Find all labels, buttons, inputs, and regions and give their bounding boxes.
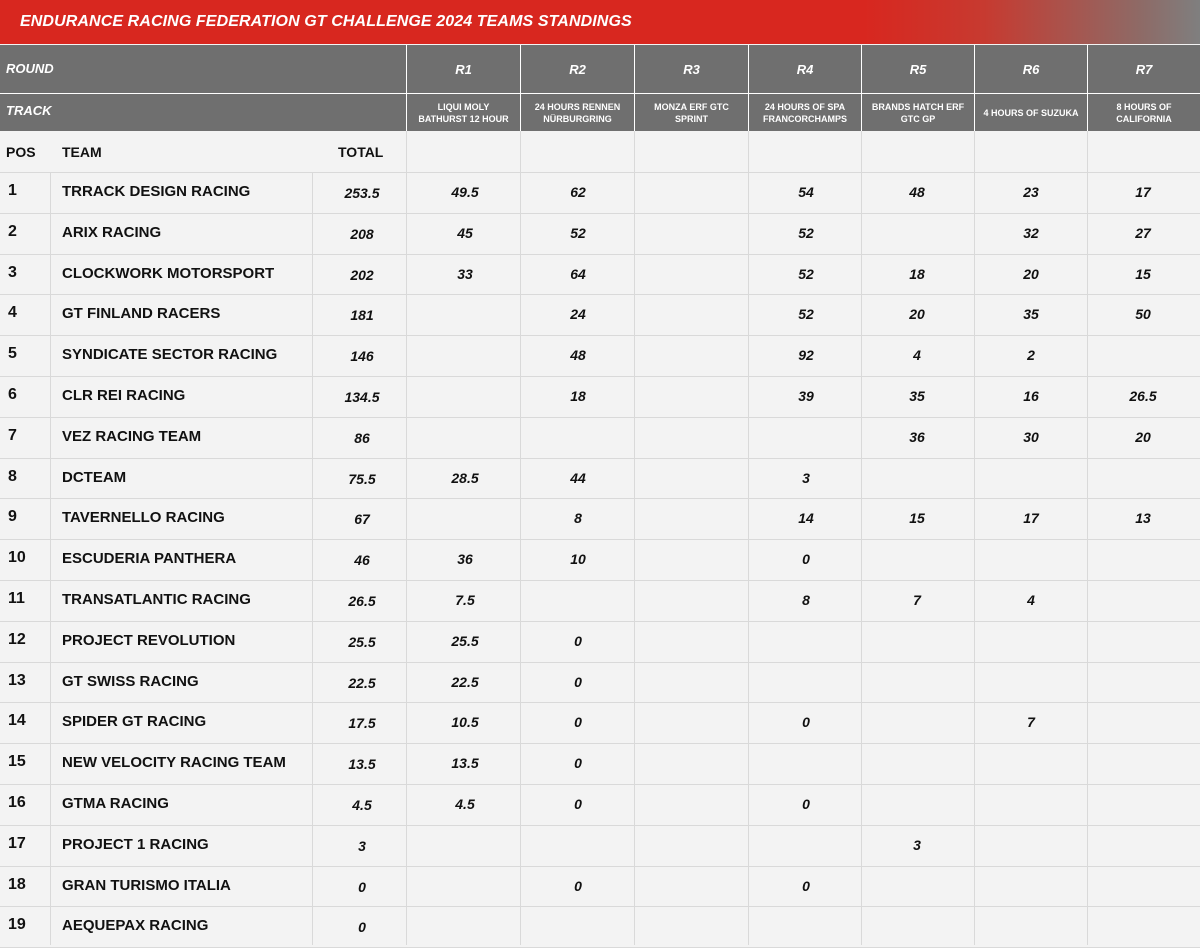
position-cell: 17 — [8, 835, 26, 852]
team-name-cell: CLOCKWORK MOTORSPORT — [62, 265, 275, 282]
track-r6: 4 HOURS OF SUZUKA — [974, 94, 1087, 131]
column-divider — [861, 131, 862, 945]
team-name-cell: GT SWISS RACING — [62, 673, 199, 690]
round-points-cell-r4: 3 — [802, 470, 810, 486]
title-banner — [0, 0, 1200, 44]
round-r6: R6 — [974, 45, 1087, 93]
row-divider — [0, 825, 1200, 826]
track-r3: MONZA ERF GTC SPRINT — [634, 94, 748, 131]
position-cell: 11 — [8, 590, 25, 607]
round-points-cell-r1: 10.5 — [451, 714, 479, 730]
team-name-cell: GRAN TURISMO ITALIA — [62, 877, 231, 894]
round-points-cell-r5: 3 — [913, 837, 921, 853]
row-divider — [0, 376, 1200, 377]
total-points-cell: 0 — [358, 879, 366, 895]
track-r4: 24 HOURS OF SPA FRANCORCHAMPS — [748, 94, 861, 131]
total-points-cell: 134.5 — [344, 389, 380, 405]
round-r1: R1 — [406, 45, 520, 93]
round-points-cell-r2: 10 — [570, 551, 586, 567]
round-points-cell-r7: 50 — [1135, 306, 1151, 322]
row-divider — [0, 743, 1200, 744]
round-points-cell-r7: 27 — [1135, 225, 1151, 241]
total-points-cell: 13.5 — [348, 756, 376, 772]
position-cell: 7 — [8, 427, 17, 444]
column-divider — [634, 131, 635, 945]
total-points-cell: 208 — [350, 226, 374, 242]
round-points-cell-r6: 7 — [1027, 714, 1035, 730]
track-r1: LIQUI MOLY BATHURST 12 HOUR — [406, 94, 520, 131]
round-points-cell-r2: 0 — [574, 755, 582, 771]
row-divider — [0, 458, 1200, 459]
total-points-cell: 4.5 — [352, 797, 372, 813]
row-divider — [0, 294, 1200, 295]
round-points-cell-r2: 52 — [570, 225, 586, 241]
round-points-cell-r4: 8 — [802, 592, 810, 608]
position-cell: 5 — [8, 345, 17, 362]
column-divider — [312, 172, 313, 945]
round-points-cell-r5: 4 — [913, 347, 921, 363]
track-header-row — [0, 94, 1200, 131]
team-name-cell: NEW VELOCITY RACING TEAM — [62, 754, 286, 771]
team-name-cell: DCTEAM — [62, 469, 127, 486]
track-r5: BRANDS HATCH ERF GTC GP — [861, 94, 974, 131]
round-points-cell-r5: 18 — [909, 266, 925, 282]
column-divider — [406, 131, 407, 945]
total-points-cell: 146 — [350, 348, 374, 364]
position-cell: 19 — [8, 916, 26, 933]
round-points-cell-r6: 4 — [1027, 592, 1035, 608]
row-divider — [0, 498, 1200, 499]
team-name-cell: SPIDER GT RACING — [62, 713, 207, 730]
round-points-cell-r2: 0 — [574, 633, 582, 649]
row-divider — [0, 662, 1200, 663]
row-divider — [0, 784, 1200, 785]
round-points-cell-r6: 17 — [1023, 510, 1039, 526]
track-label: TRACK — [6, 103, 52, 118]
row-divider — [0, 906, 1200, 907]
round-points-cell-r6: 35 — [1023, 306, 1039, 322]
round-points-cell-r1: 13.5 — [451, 755, 479, 771]
team-name-cell: CLR REI RACING — [62, 387, 186, 404]
row-divider — [0, 417, 1200, 418]
round-r7: R7 — [1087, 45, 1200, 93]
round-points-cell-r1: 36 — [457, 551, 473, 567]
round-points-cell-r2: 62 — [570, 184, 586, 200]
total-points-cell: 3 — [358, 838, 366, 854]
track-r2: 24 HOURS RENNEN NÜRBURGRING — [520, 94, 634, 131]
round-points-cell-r1: 49.5 — [451, 184, 479, 200]
round-points-cell-r7: 17 — [1135, 184, 1151, 200]
round-points-cell-r1: 28.5 — [451, 470, 479, 486]
round-points-cell-r7: 26.5 — [1129, 388, 1157, 404]
position-cell: 15 — [8, 753, 26, 770]
total-column-header: TOTAL — [338, 144, 384, 160]
row-divider — [0, 254, 1200, 255]
total-points-cell: 22.5 — [348, 675, 376, 691]
position-cell: 18 — [8, 876, 26, 893]
round-points-cell-r4: 0 — [802, 878, 810, 894]
position-cell: 12 — [8, 631, 26, 648]
round-points-cell-r6: 23 — [1023, 184, 1039, 200]
round-points-cell-r6: 30 — [1023, 429, 1039, 445]
round-label: ROUND — [6, 61, 54, 76]
column-divider — [748, 131, 749, 945]
team-name-cell: GT FINLAND RACERS — [62, 305, 221, 322]
round-points-cell-r2: 64 — [570, 266, 586, 282]
round-points-cell-r4: 0 — [802, 714, 810, 730]
position-cell: 10 — [8, 549, 26, 566]
round-points-cell-r4: 52 — [798, 225, 814, 241]
position-cell: 9 — [8, 508, 17, 525]
team-name-cell: ESCUDERIA PANTHERA — [62, 550, 237, 567]
round-r2: R2 — [520, 45, 634, 93]
round-points-cell-r6: 16 — [1023, 388, 1039, 404]
round-header-row — [0, 45, 1200, 93]
total-points-cell: 253.5 — [344, 185, 380, 201]
round-points-cell-r2: 0 — [574, 674, 582, 690]
team-name-cell: PROJECT REVOLUTION — [62, 632, 236, 649]
round-points-cell-r4: 52 — [798, 266, 814, 282]
round-points-cell-r2: 24 — [570, 306, 586, 322]
round-points-cell-r7: 20 — [1135, 429, 1151, 445]
round-points-cell-r6: 2 — [1027, 347, 1035, 363]
round-points-cell-r6: 20 — [1023, 266, 1039, 282]
round-points-cell-r6: 32 — [1023, 225, 1039, 241]
round-points-cell-r2: 0 — [574, 878, 582, 894]
total-points-cell: 67 — [354, 511, 370, 527]
row-divider — [0, 866, 1200, 867]
round-points-cell-r2: 8 — [574, 510, 582, 526]
row-divider — [0, 335, 1200, 336]
position-cell: 3 — [8, 264, 17, 281]
round-points-cell-r4: 52 — [798, 306, 814, 322]
position-cell: 6 — [8, 386, 17, 403]
total-points-cell: 46 — [354, 552, 370, 568]
total-points-cell: 181 — [350, 307, 374, 323]
total-points-cell: 202 — [350, 267, 374, 283]
column-divider — [1087, 131, 1088, 945]
column-divider — [974, 131, 975, 945]
row-divider — [0, 702, 1200, 703]
round-points-cell-r1: 22.5 — [451, 674, 479, 690]
round-points-cell-r2: 44 — [570, 470, 586, 486]
total-points-cell: 25.5 — [348, 634, 376, 650]
pos-column-header: POS — [6, 144, 36, 160]
total-points-cell: 86 — [354, 430, 370, 446]
round-points-cell-r2: 0 — [574, 714, 582, 730]
round-points-cell-r1: 4.5 — [455, 796, 475, 812]
round-points-cell-r2: 0 — [574, 796, 582, 812]
round-points-cell-r4: 14 — [798, 510, 814, 526]
round-points-cell-r7: 15 — [1135, 266, 1151, 282]
row-divider — [0, 172, 1200, 173]
round-points-cell-r5: 35 — [909, 388, 925, 404]
team-name-cell: AEQUEPAX RACING — [62, 917, 209, 934]
position-cell: 8 — [8, 468, 17, 485]
team-name-cell: TAVERNELLO RACING — [62, 509, 225, 526]
position-cell: 1 — [8, 182, 17, 199]
round-points-cell-r1: 7.5 — [455, 592, 475, 608]
team-name-cell: ARIX RACING — [62, 224, 162, 241]
round-points-cell-r1: 25.5 — [451, 633, 479, 649]
position-cell: 13 — [8, 672, 26, 689]
round-points-cell-r5: 7 — [913, 592, 921, 608]
total-points-cell: 26.5 — [348, 593, 376, 609]
round-points-cell-r4: 0 — [802, 796, 810, 812]
total-points-cell: 17.5 — [348, 715, 376, 731]
team-column-header: TEAM — [62, 144, 102, 160]
round-points-cell-r5: 48 — [909, 184, 925, 200]
round-points-cell-r4: 54 — [798, 184, 814, 200]
row-divider — [0, 580, 1200, 581]
page-title: ENDURANCE RACING FEDERATION GT CHALLENGE 2024 TEAMS STANDINGS — [20, 13, 632, 30]
round-r4: R4 — [748, 45, 861, 93]
team-name-cell: PROJECT 1 RACING — [62, 836, 209, 853]
total-points-cell: 75.5 — [348, 471, 376, 487]
round-points-cell-r5: 20 — [909, 306, 925, 322]
column-divider — [520, 131, 521, 945]
round-points-cell-r4: 39 — [798, 388, 814, 404]
round-points-cell-r7: 13 — [1135, 510, 1151, 526]
row-divider — [0, 539, 1200, 540]
round-points-cell-r4: 92 — [798, 347, 814, 363]
team-name-cell: GTMA RACING — [62, 795, 169, 812]
round-r5: R5 — [861, 45, 974, 93]
team-name-cell: VEZ RACING TEAM — [62, 428, 202, 445]
team-name-cell: TRRACK DESIGN RACING — [62, 183, 251, 200]
round-points-cell-r1: 33 — [457, 266, 473, 282]
column-divider — [50, 172, 51, 945]
round-points-cell-r5: 36 — [909, 429, 925, 445]
position-cell: 14 — [8, 712, 26, 729]
row-divider — [0, 621, 1200, 622]
round-r3: R3 — [634, 45, 748, 93]
round-points-cell-r1: 45 — [457, 225, 473, 241]
team-name-cell: SYNDICATE SECTOR RACING — [62, 346, 278, 363]
position-cell: 2 — [8, 223, 17, 240]
row-divider — [0, 213, 1200, 214]
team-name-cell: TRANSATLANTIC RACING — [62, 591, 251, 608]
track-r7: 8 HOURS OF CALIFORNIA — [1087, 94, 1200, 131]
position-cell: 4 — [8, 304, 17, 321]
total-points-cell: 0 — [358, 919, 366, 935]
round-points-cell-r4: 0 — [802, 551, 810, 567]
round-points-cell-r5: 15 — [909, 510, 925, 526]
position-cell: 16 — [8, 794, 26, 811]
round-points-cell-r2: 18 — [570, 388, 586, 404]
round-points-cell-r2: 48 — [570, 347, 586, 363]
